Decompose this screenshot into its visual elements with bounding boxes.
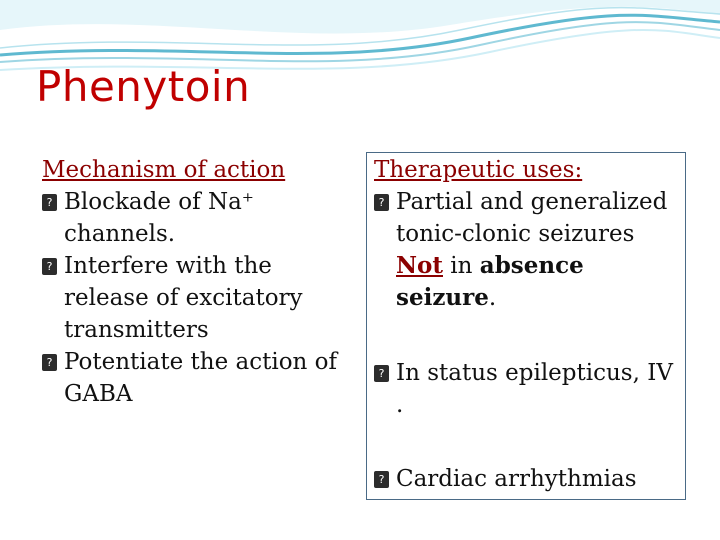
therapeutic-item-text: Cardiac arrhythmias xyxy=(396,466,637,492)
mechanism-item-text: Blockade of Na⁺ channels. xyxy=(64,189,254,247)
item-text-post: . xyxy=(488,285,497,311)
mechanism-column xyxy=(42,154,360,410)
therapeutic-heading: Therapeutic uses: xyxy=(374,157,583,183)
therapeutic-column xyxy=(374,154,680,495)
mechanism-heading: Mechanism of action xyxy=(42,157,286,183)
mechanism-item-text: Potentiate the action of GABA xyxy=(64,349,338,407)
bullet-icon: ? xyxy=(42,354,57,371)
bullet-icon: ? xyxy=(374,194,389,211)
therapeutic-item xyxy=(374,186,680,314)
item-text-pre: Partial and generalized tonic-clonic seizures xyxy=(396,189,668,247)
mechanism-item xyxy=(42,346,360,410)
therapeutic-item xyxy=(374,357,680,421)
therapeutic-item xyxy=(374,463,680,495)
absence-seizure-emphasis: absence seizure xyxy=(396,252,584,311)
therapeutic-item-text: In status epilepticus, IV . xyxy=(396,360,673,418)
slide-title: Phenytoin xyxy=(36,62,251,111)
not-emphasis: Not xyxy=(396,252,443,279)
mechanism-item-text: Interfere with the release of excitatory transmitters xyxy=(64,253,303,343)
bullet-icon: ? xyxy=(374,471,389,488)
mechanism-item xyxy=(42,250,360,346)
item-text-mid: in xyxy=(443,253,480,279)
bullet-icon: ? xyxy=(42,194,57,211)
mechanism-item xyxy=(42,186,360,250)
therapeutic-item-text xyxy=(396,189,667,311)
bullet-icon: ? xyxy=(42,258,57,275)
bullet-icon: ? xyxy=(374,365,389,382)
